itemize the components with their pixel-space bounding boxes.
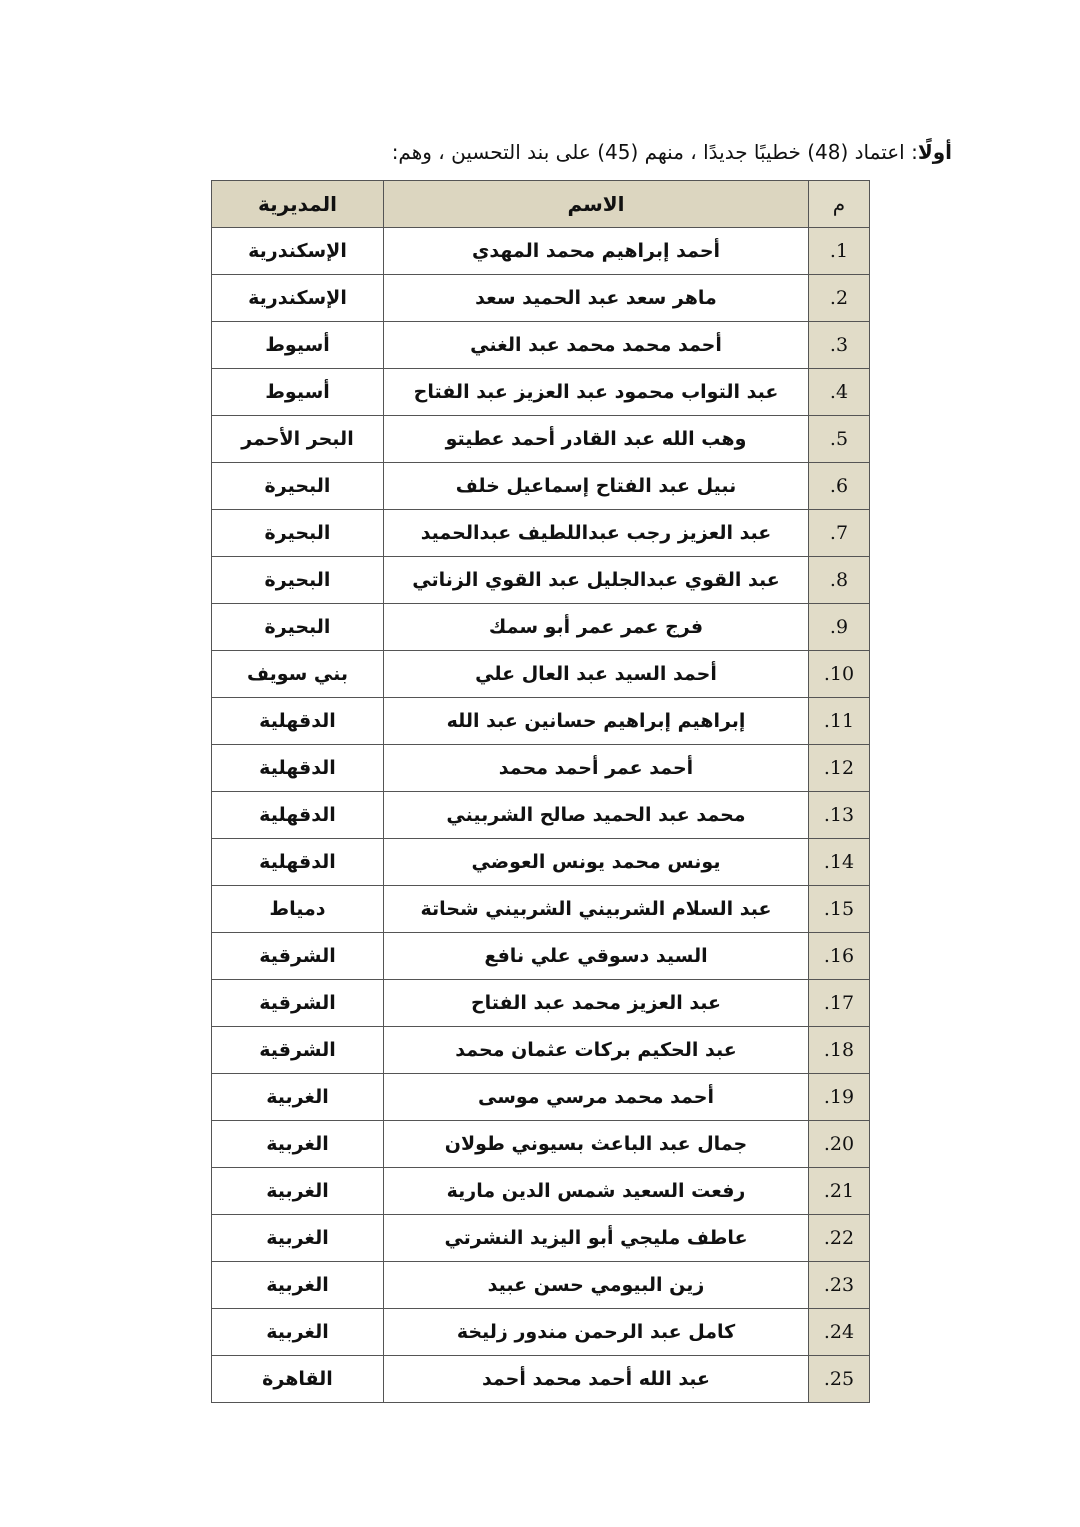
- table-row: [212, 463, 870, 510]
- header-name: الاسم: [384, 181, 809, 228]
- preachers-table: [211, 180, 870, 1403]
- row-name: يونس محمد يونس العوضي: [384, 839, 809, 886]
- row-directorate: البحيرة: [212, 463, 384, 510]
- table-row: [212, 1215, 870, 1262]
- row-name: أحمد عمر أحمد محمد: [384, 745, 809, 792]
- row-number: 11.: [809, 698, 870, 745]
- table-row: [212, 1121, 870, 1168]
- row-name: عبد العزيز محمد عبد الفتاح: [384, 980, 809, 1027]
- row-number: 8.: [809, 557, 870, 604]
- row-directorate: الغربية: [212, 1309, 384, 1356]
- row-number: 20.: [809, 1121, 870, 1168]
- row-name: أحمد السيد عبد العال علي: [384, 651, 809, 698]
- row-number: 5.: [809, 416, 870, 463]
- table-row: [212, 792, 870, 839]
- row-directorate: الغربية: [212, 1168, 384, 1215]
- row-name: عبد العزيز رجب عبداللطيف عبدالحميد: [384, 510, 809, 557]
- table-row: [212, 510, 870, 557]
- row-directorate: الدقهلية: [212, 839, 384, 886]
- row-directorate: الشرقية: [212, 980, 384, 1027]
- row-name: ماهر سعد عبد الحميد سعد: [384, 275, 809, 322]
- row-number: 23.: [809, 1262, 870, 1309]
- row-number: 13.: [809, 792, 870, 839]
- row-number: 7.: [809, 510, 870, 557]
- table-row: [212, 933, 870, 980]
- row-number: 9.: [809, 604, 870, 651]
- table-row: [212, 1262, 870, 1309]
- intro-paragraph: [392, 140, 952, 164]
- table-row: [212, 651, 870, 698]
- table-row: [212, 839, 870, 886]
- row-number: 12.: [809, 745, 870, 792]
- row-number: 10.: [809, 651, 870, 698]
- row-directorate: الغربية: [212, 1215, 384, 1262]
- row-directorate: الشرقية: [212, 1027, 384, 1074]
- header-directorate: المديرية: [212, 181, 384, 228]
- row-number: 14.: [809, 839, 870, 886]
- row-number: 2.: [809, 275, 870, 322]
- row-directorate: الغربية: [212, 1262, 384, 1309]
- row-number: 19.: [809, 1074, 870, 1121]
- row-name: عبد الله أحمد محمد أحمد: [384, 1356, 809, 1403]
- table-row: [212, 557, 870, 604]
- table-row: [212, 604, 870, 651]
- table-row: [212, 886, 870, 933]
- table-row: [212, 1027, 870, 1074]
- row-number: 24.: [809, 1309, 870, 1356]
- row-name: أحمد إبراهيم محمد المهدي: [384, 228, 809, 275]
- row-name: إبراهيم إبراهيم حسانين عبد الله: [384, 698, 809, 745]
- row-name: نبيل عبد الفتاح إسماعيل خلف: [384, 463, 809, 510]
- row-number: 6.: [809, 463, 870, 510]
- row-name: عبد القوي عبدالجليل عبد القوي الزناتي: [384, 557, 809, 604]
- row-number: 1.: [809, 228, 870, 275]
- row-name: أحمد محمد محمد عبد الغني: [384, 322, 809, 369]
- row-name: عاطف مليجي أبو اليزيد النشرتي: [384, 1215, 809, 1262]
- table-header-row: [212, 181, 870, 228]
- intro-text: : اعتماد (48) خطيبًا جديدًا ، منهم (45) على بند التحسين ، وهم:: [391, 140, 918, 164]
- row-number: 17.: [809, 980, 870, 1027]
- row-name: عبد السلام الشربيني الشربيني شحاتة: [384, 886, 809, 933]
- row-name: عبد التواب محمود عبد العزيز عبد الفتاح: [384, 369, 809, 416]
- row-name: كامل عبد الرحمن مندور زليخة: [384, 1309, 809, 1356]
- table-row: [212, 980, 870, 1027]
- row-directorate: بني سويف: [212, 651, 384, 698]
- table-row: [212, 1168, 870, 1215]
- row-directorate: الدقهلية: [212, 792, 384, 839]
- row-directorate: الدقهلية: [212, 745, 384, 792]
- table-row: [212, 1074, 870, 1121]
- table-row: [212, 416, 870, 463]
- row-number: 21.: [809, 1168, 870, 1215]
- row-name: محمد عبد الحميد صالح الشربيني: [384, 792, 809, 839]
- row-number: 3.: [809, 322, 870, 369]
- table-row: [212, 1309, 870, 1356]
- row-directorate: البحيرة: [212, 510, 384, 557]
- row-directorate: الإسكندرية: [212, 275, 384, 322]
- row-directorate: دمياط: [212, 886, 384, 933]
- row-name: جمال عبد الباعث بسيوني طولان: [384, 1121, 809, 1168]
- row-name: زين البيومي حسن عبيد: [384, 1262, 809, 1309]
- row-directorate: أسيوط: [212, 369, 384, 416]
- row-name: وهب الله عبد القادر أحمد عطيتو: [384, 416, 809, 463]
- row-directorate: الشرقية: [212, 933, 384, 980]
- row-directorate: الإسكندرية: [212, 228, 384, 275]
- row-directorate: الغربية: [212, 1121, 384, 1168]
- table-row: [212, 698, 870, 745]
- row-name: السيد دسوقي علي نافع: [384, 933, 809, 980]
- row-directorate: أسيوط: [212, 322, 384, 369]
- row-name: أحمد محمد مرسي موسى: [384, 1074, 809, 1121]
- row-name: فرج عمر عمر أبو سمك: [384, 604, 809, 651]
- row-number: 16.: [809, 933, 870, 980]
- table-row: [212, 1356, 870, 1403]
- row-number: 15.: [809, 886, 870, 933]
- row-name: عبد الحكيم بركات عثمان محمد: [384, 1027, 809, 1074]
- row-number: 4.: [809, 369, 870, 416]
- header-num: م: [809, 181, 870, 228]
- row-directorate: الدقهلية: [212, 698, 384, 745]
- row-number: 25.: [809, 1356, 870, 1403]
- table-row: [212, 228, 870, 275]
- row-number: 18.: [809, 1027, 870, 1074]
- row-number: 22.: [809, 1215, 870, 1262]
- row-directorate: البحيرة: [212, 604, 384, 651]
- row-directorate: القاهرة: [212, 1356, 384, 1403]
- row-directorate: الغربية: [212, 1074, 384, 1121]
- table-row: [212, 369, 870, 416]
- table-row: [212, 745, 870, 792]
- row-directorate: البحر الأحمر: [212, 416, 384, 463]
- intro-lead: أولًا: [917, 140, 952, 164]
- row-directorate: البحيرة: [212, 557, 384, 604]
- table-row: [212, 322, 870, 369]
- row-name: رفعت السعيد شمس الدين مارية: [384, 1168, 809, 1215]
- table-row: [212, 275, 870, 322]
